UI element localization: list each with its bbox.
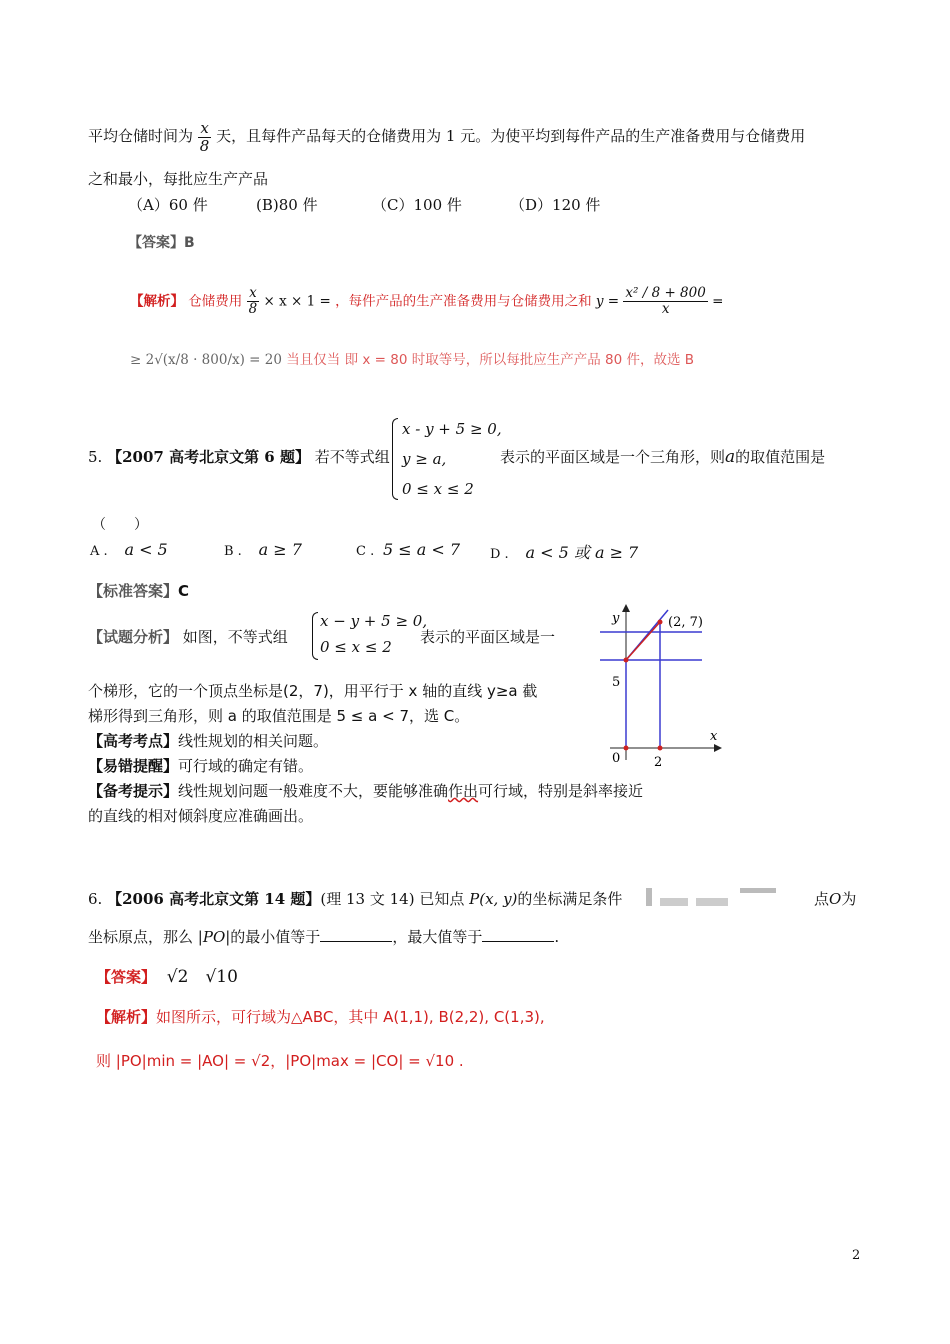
triangle-edge bbox=[626, 622, 660, 660]
analysis-system-row-1: x − y + 5 ≥ 0, bbox=[320, 612, 428, 630]
tick-label-5: 5 bbox=[612, 675, 621, 690]
system-row-2: y ≥ a, bbox=[402, 450, 447, 468]
problem4-analysis-line1: 【解析】 仓储费用 $\frac{x}{8}$ × x × 1 = ，每件产品的生产准备费用与仓储费用之和 y = $\frac{\text{x² / 8 + 800}}{x}$ = bbox=[130, 285, 724, 317]
point-2-0 bbox=[658, 746, 663, 751]
problem4-stem-line2: 之和最小，每批应生产产品 bbox=[88, 170, 269, 188]
analysis-system-brace bbox=[312, 612, 318, 660]
feasible-region-graph bbox=[590, 600, 730, 775]
problem5-stem: 5. 【2007 高考北京文第 6 题】 若不等式组 bbox=[88, 448, 390, 466]
system-row-1: x - y + 5 ≥ 0, bbox=[402, 420, 502, 438]
fraction-x-over-8: $\frac{x}{8}$ bbox=[199, 119, 210, 155]
problem6-answer: 【答案】 √2 √10 bbox=[96, 967, 238, 987]
problem4-answer: 【答案】B bbox=[128, 235, 195, 251]
problem4-stem-a: 平均仓储时间为 bbox=[88, 127, 194, 145]
problem6-stem-end: 点O为 bbox=[814, 890, 857, 908]
problem5-stem-b: 表示的平面区域是一个三角形，则a的取值范围是 bbox=[500, 447, 826, 467]
problem5-beikao-line1: 【备考提示】线性规划问题一般难度不大，要能够准确作出可行域，特别是斜率接近 bbox=[88, 782, 644, 800]
problem5-analysis-b: 表示的平面区域是一 bbox=[420, 628, 556, 646]
problem5-analysis-line3: 梯形得到三角形，则 a 的取值范围是 5 ≤ a < 7，选 C。 bbox=[88, 707, 470, 725]
max-value-blank bbox=[482, 927, 554, 942]
problem5-option-b: B . a ≥ 7 bbox=[224, 540, 302, 559]
problem4-stem-b: 天，且每件产品每天的仓储费用为 1 元。为使平均到每件产品的生产准备费用与仓储费用 bbox=[216, 127, 806, 145]
problem4-option-d: （D）120 件 bbox=[510, 196, 601, 214]
origin-label: 0 bbox=[612, 751, 621, 766]
problem5-option-c: C . 5 ≤ a < 7 bbox=[356, 540, 461, 559]
problem4-option-a: （A）60 件 bbox=[128, 196, 208, 214]
problem5-analysis-line1: 【试题分析】 如图，不等式组 bbox=[88, 628, 288, 646]
problem5-answer-paren: （ ） bbox=[92, 517, 148, 533]
vertex-0-5 bbox=[624, 658, 629, 663]
fraction-x-over-8-b: $\frac{x}{8}$ bbox=[248, 285, 258, 317]
system-brace bbox=[392, 418, 398, 500]
x-axis-arrow bbox=[714, 744, 722, 752]
y-axis-label: y bbox=[612, 611, 620, 626]
problem4-option-c: （C）100 件 bbox=[372, 196, 462, 214]
problem6-stem-line2: 坐标原点，那么 |PO|的最小值等于 ，最大值等于 . bbox=[88, 928, 560, 946]
problem4-option-b: (B)80 件 bbox=[256, 196, 318, 214]
problem5-kaodian: 【高考考点】线性规划的相关问题。 bbox=[88, 732, 329, 750]
point-label-2-7: (2, 7) bbox=[668, 615, 703, 630]
fraction-cost-sum: $\frac{\text{x² / 8 + 800}}{x}$ bbox=[625, 285, 706, 317]
problem5-option-a: A . a < 5 bbox=[90, 540, 168, 559]
x-axis-label: x bbox=[710, 729, 718, 744]
min-value-blank bbox=[320, 927, 392, 942]
problem5-beikao-line2: 的直线的相对倾斜度应准确画出。 bbox=[88, 807, 314, 825]
problem4-stem-line1 bbox=[88, 120, 805, 154]
problem5-std-answer: 【标准答案】C bbox=[88, 582, 190, 600]
analysis-system-row-2: 0 ≤ x ≤ 2 bbox=[320, 638, 392, 656]
page-number: 2 bbox=[852, 1248, 861, 1263]
problem5-option-d: D . a < 5 或 a ≥ 7 bbox=[490, 543, 639, 562]
vertex-2-7 bbox=[658, 620, 663, 625]
y-axis-arrow bbox=[622, 604, 630, 612]
problem5-analysis-line2: 个梯形，它的一个顶点坐标是(2，7)，用平行于 x 轴的直线 y≥a 截 bbox=[88, 682, 538, 700]
blurred-condition-system bbox=[646, 888, 806, 908]
problem5-yicuo: 【易错提醒】可行域的确定有错。 bbox=[88, 757, 314, 775]
problem6-analysis: 【解析】如图所示，可行域为△ABC，其中 A(1,1), B(2,2), C(1,3), bbox=[96, 1008, 545, 1026]
problem4-analysis-line2: ≥ 2√(x/8 · 800/x) = 20 当且仅当 即 x = 80 时取等号，所以每批应生产产品 80 件，故选 B bbox=[130, 352, 695, 368]
problem6-analysis-line2: 则 |PO|min = |AO| = √2，|PO|max = |CO| = √10 . bbox=[96, 1052, 464, 1070]
origin-point bbox=[624, 746, 629, 751]
problem6-stem-line1: 6. 【2006 高考北京文第 14 题】(理 13 文 14) 已知点 P(x, y)的坐标满足条件 bbox=[88, 890, 623, 908]
tick-label-2: 2 bbox=[654, 755, 663, 770]
system-row-3: 0 ≤ x ≤ 2 bbox=[402, 480, 474, 498]
